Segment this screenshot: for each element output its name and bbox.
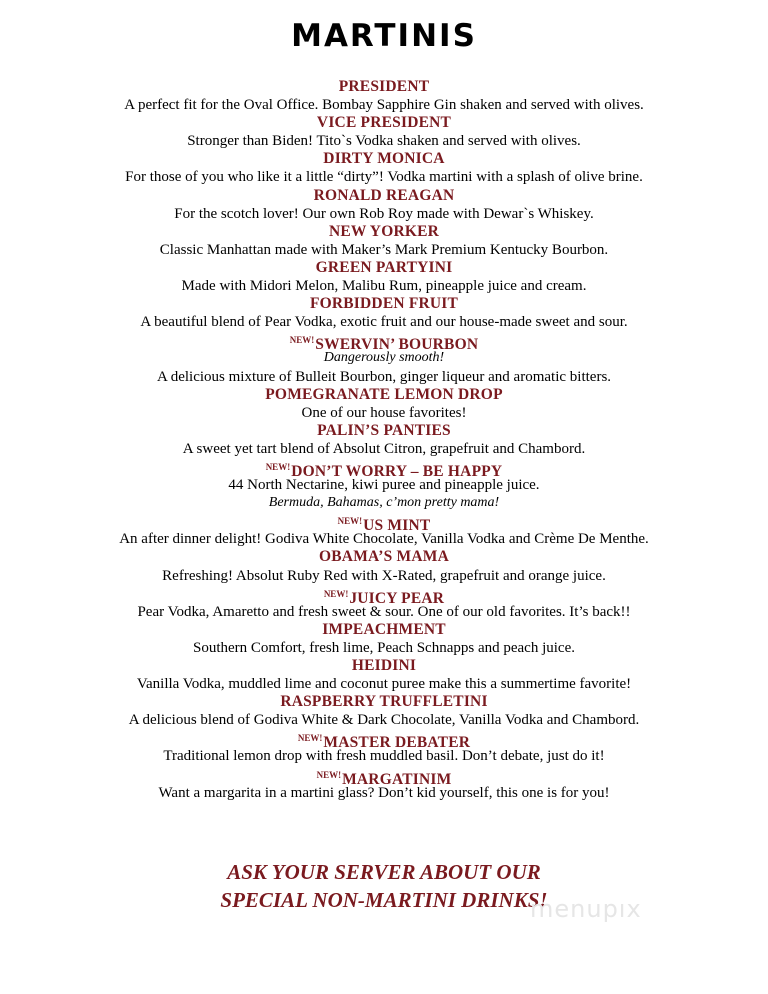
drink-name: FORBIDDEN FRUIT [309,295,459,313]
drink-description: A sweet yet tart blend of Absolut Citron, grapefruit and Chambord. [182,440,586,457]
drink-name: IMPEACHMENT [322,620,446,638]
drink-description: Vanilla Vodka, muddled lime and coconut puree make this a summertime favorite! [136,676,632,693]
footer-promo [0,858,768,914]
martini-menu-list [0,78,768,802]
drink-name: JUICY PEAR [349,589,445,607]
drink-description: Made with Midori Melon, Malibu Rum, pineapple juice and cream. [181,278,587,295]
new-badge: NEW! [316,769,342,780]
menu-item-name [0,621,768,639]
menu-item-name [0,729,768,752]
drink-description: Pear Vodka, Amaretto and fresh sweet & sour. One of our old favorites. It’s back!! [137,603,631,620]
new-badge: NEW! [265,461,291,472]
new-badge: NEW! [297,733,323,744]
drink-name: MARGATINIM [342,770,452,788]
menupix-watermark: menupıx [530,895,642,923]
menu-item-name [0,150,768,168]
drink-name: DIRTY MONICA [323,150,445,168]
drink-description: An after dinner delight! Godiva White Chocolate, Vanilla Vodka and Crème De Menthe. [119,531,649,548]
drink-name: POMEGRANATE LEMON DROP [265,385,503,403]
menu-item-name [0,657,768,675]
drink-name: MASTER DEBATER [323,734,471,752]
drink-name: RONALD REAGAN [313,186,455,204]
drink-description: For those of you who like it a little “dirty”! Vodka martini with a splash of olive brine. [125,169,643,186]
menu-item-name [0,512,768,535]
drink-name: DON’T WORRY – BE HAPPY [291,462,503,480]
drink-name: SWERVIN’ BOURBON [315,336,479,354]
drink-description: A delicious blend of Godiva White & Dark Chocolate, Vanilla Vodka and Chambord. [128,712,640,729]
drink-description: A delicious mixture of Bulleit Bourbon, ginger liqueur and aromatic bitters. [156,368,612,385]
drink-description: Traditional lemon drop with fresh muddled basil. Don’t debate, just do it! [163,748,605,765]
footer-line-1: ASK YOUR SERVER ABOUT OUR [227,860,541,884]
menu-item-name [0,187,768,205]
new-badge: NEW! [337,516,363,527]
drink-description: For the scotch lover! Our own Rob Roy made with Dewar`s Whiskey. [174,205,594,222]
drink-tagline: Dangerously smooth! [323,350,445,366]
drink-name: VICE PRESIDENT [316,114,452,132]
menu-item-name [0,693,768,711]
drink-name: PALIN’S PANTIES [317,421,451,439]
drink-description: Classic Manhattan made with Maker’s Mark Premium Kentucky Bourbon. [159,241,609,258]
footer-line-2: SPECIAL NON-MARTINI DRINKS! [220,888,548,912]
drink-note: Bermuda, Bahamas, c’mon pretty mama! [268,495,500,511]
drink-description: Stronger than Biden! Tito`s Vodka shaken and served with olives. [187,133,581,150]
drink-description: Want a margarita in a martini glass? Don’t kid yourself, this one is for you! [158,784,610,801]
menu-item-name [0,114,768,132]
menu-item-name [0,78,768,96]
drink-name: NEW YORKER [328,222,440,240]
drink-name: RASPBERRY TRUFFLETINI [280,693,488,711]
drink-name: GREEN PARTYINI [315,258,453,276]
drink-description: 44 North Nectarine, kiwi puree and pineapple juice. [228,477,540,494]
page-title: MARTINIS [291,18,477,54]
menu-item-name [0,295,768,313]
drink-description: A perfect fit for the Oval Office. Bombay Sapphire Gin shaken and served with olives. [124,97,644,114]
new-badge: NEW! [323,588,349,599]
menu-item-name [0,585,768,607]
drink-description: A beautiful blend of Pear Vodka, exotic fruit and our house-made sweet and sour. [140,314,628,331]
drink-description: Refreshing! Absolut Ruby Red with X-Rated, grapefruit and orange juice. [162,567,606,584]
menu-item-name [0,766,768,788]
menu-item-name [0,259,768,277]
menu-item-name [0,331,768,354]
menu-item-name [0,548,768,566]
menu-item-name [0,458,768,480]
new-badge: NEW! [289,335,315,346]
menu-item-name [0,223,768,241]
drink-name: HEIDINI [351,657,417,674]
drink-description: One of our house favorites! [301,404,467,421]
menu-item-name [0,386,768,404]
menu-item-name [0,422,768,440]
drink-name: PRESIDENT [338,78,430,95]
drink-name: US MINT [363,517,431,535]
drink-description: Southern Comfort, fresh lime, Peach Schnapps and peach juice. [193,639,575,656]
drink-name: OBAMA’S MAMA [319,548,449,566]
